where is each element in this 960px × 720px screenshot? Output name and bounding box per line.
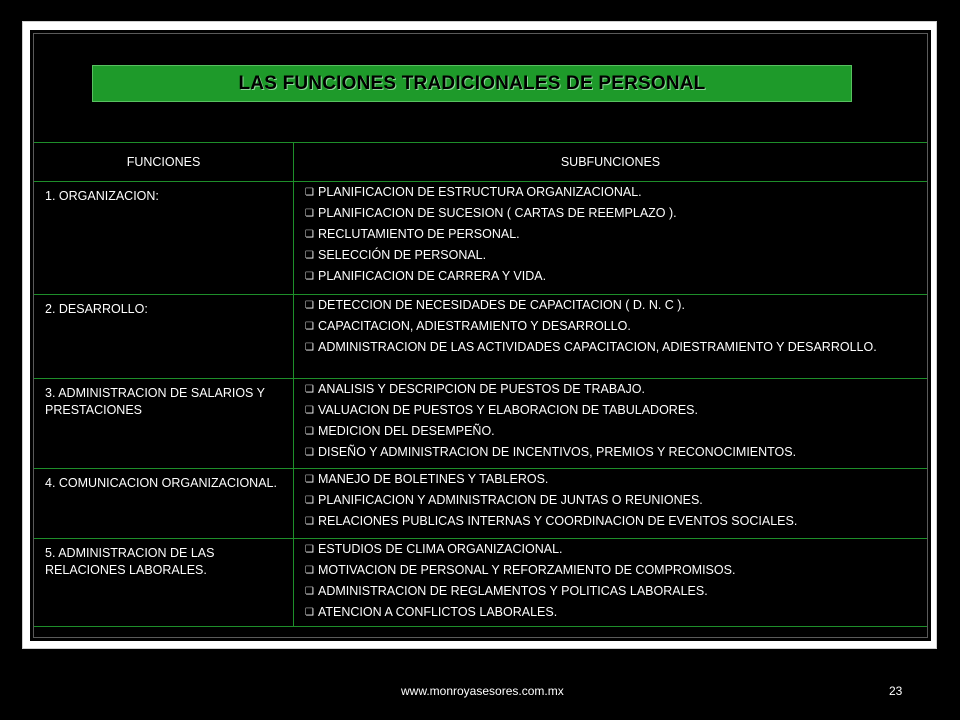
checkbox-bullet-icon: ❏ [305,495,314,506]
header-subfunciones: SUBFUNCIONES [294,143,928,182]
list-item [305,403,919,418]
subfunction-text: PLANIFICACION Y ADMINISTRACION DE JUNTAS O REUNIONES. [318,493,703,507]
list-item [305,445,919,460]
checkbox-bullet-icon: ❏ [305,516,314,527]
page-title: LAS FUNCIONES TRADICIONALES DE PERSONAL [238,72,706,94]
footer-url: www.monroyasesores.com.mx [401,684,564,698]
checkbox-bullet-icon: ❏ [305,474,314,485]
subfunction-text: CAPACITACION, ADIESTRAMIENTO Y DESARROLLO. [318,319,631,333]
subfunction-text: MANEJO DE BOLETINES Y TABLEROS. [318,472,549,486]
function-cell: 2. DESARROLLO: [34,295,294,379]
list-item [305,472,919,487]
list-item [305,340,919,355]
checkbox-bullet-icon: ❏ [305,607,314,618]
list-item [305,605,919,620]
table-row [34,182,927,295]
checkbox-bullet-icon: ❏ [305,321,314,332]
table-row [34,469,927,539]
checkbox-bullet-icon: ❏ [305,300,314,311]
table-row [34,539,927,627]
checkbox-bullet-icon: ❏ [305,229,314,240]
list-item [305,269,919,284]
subfunction-text: ATENCION A CONFLICTOS LABORALES. [318,605,558,619]
list-item [305,424,919,439]
checkbox-bullet-icon: ❏ [305,586,314,597]
subfunction-text: MEDICION DEL DESEMPEÑO. [318,424,495,438]
checkbox-bullet-icon: ❏ [305,271,314,282]
list-item [305,227,919,242]
checkbox-bullet-icon: ❏ [305,544,314,555]
function-cell: 3. ADMINISTRACION DE SALARIOS Y PRESTACIONES [34,379,294,469]
table-row [34,295,927,379]
table-body [34,182,927,627]
subfunction-text: RECLUTAMIENTO DE PERSONAL. [318,227,520,241]
list-item [305,563,919,578]
header-funciones: FUNCIONES [34,143,294,182]
subfunction-text: SELECCIÓN DE PERSONAL. [318,248,487,262]
functions-table [34,142,927,627]
list-item [305,298,919,313]
subfunctions-cell [294,295,928,379]
list-item [305,542,919,557]
page-number: 23 [889,684,903,698]
subfunction-text: ANALISIS Y DESCRIPCION DE PUESTOS DE TRABAJO. [318,382,645,396]
subfunction-text: MOTIVACION DE PERSONAL Y REFORZAMIENTO DE COMPROMISOS. [318,563,736,577]
list-item [305,185,919,200]
subfunctions-cell [294,469,928,539]
checkbox-bullet-icon: ❏ [305,426,314,437]
checkbox-bullet-icon: ❏ [305,384,314,395]
subfunctions-cell [294,379,928,469]
list-item [305,382,919,397]
list-item [305,319,919,334]
subfunction-text: DETECCION DE NECESIDADES DE CAPACITACION ( D. N. C ). [318,298,685,312]
checkbox-bullet-icon: ❏ [305,208,314,219]
function-cell: 5. ADMINISTRACION DE LAS RELACIONES LABORALES. [34,539,294,627]
list-item [305,514,919,529]
subfunction-text: ADMINISTRACION DE LAS ACTIVIDADES CAPACITACION, ADIESTRAMIENTO Y DESARROLLO. [318,340,877,354]
checkbox-bullet-icon: ❏ [305,250,314,261]
list-item [305,584,919,599]
subfunctions-cell [294,539,928,627]
checkbox-bullet-icon: ❏ [305,342,314,353]
subfunction-text: PLANIFICACION DE SUCESION ( CARTAS DE REEMPLAZO ). [318,206,677,220]
checkbox-bullet-icon: ❏ [305,447,314,458]
subfunction-text: PLANIFICACION DE CARRERA Y VIDA. [318,269,547,283]
checkbox-bullet-icon: ❏ [305,405,314,416]
checkbox-bullet-icon: ❏ [305,565,314,576]
subfunction-text: PLANIFICACION DE ESTRUCTURA ORGANIZACIONAL. [318,185,642,199]
list-item [305,206,919,221]
subfunction-text: DISEÑO Y ADMINISTRACION DE INCENTIVOS, PREMIOS Y RECONOCIMIENTOS. [318,445,797,459]
function-cell: 4. COMUNICACION ORGANIZACIONAL. [34,469,294,539]
checkbox-bullet-icon: ❏ [305,187,314,198]
subfunction-text: RELACIONES PUBLICAS INTERNAS Y COORDINACION DE EVENTOS SOCIALES. [318,514,798,528]
subfunctions-cell [294,182,928,295]
table-header-row [34,143,927,182]
subfunction-text: ESTUDIOS DE CLIMA ORGANIZACIONAL. [318,542,563,556]
list-item [305,493,919,508]
function-cell: 1. ORGANIZACION: [34,182,294,295]
title-banner [92,65,852,102]
subfunction-text: VALUACION DE PUESTOS Y ELABORACION DE TABULADORES. [318,403,698,417]
table-row [34,379,927,469]
subfunction-text: ADMINISTRACION DE REGLAMENTOS Y POLITICAS LABORALES. [318,584,708,598]
list-item [305,248,919,263]
